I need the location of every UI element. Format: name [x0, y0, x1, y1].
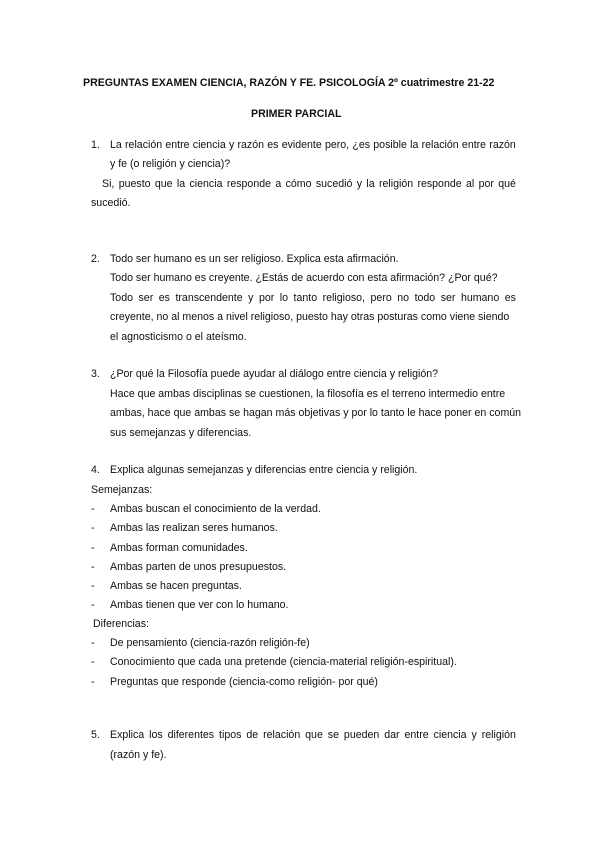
- answer-1-line-1-word-8: cómo: [285, 178, 312, 190]
- answer-2-line-1-word-5: y: [248, 292, 254, 304]
- question-5-line-1-word-5: de: [246, 729, 259, 741]
- answer-1-line-1-word-10: y: [356, 178, 363, 190]
- answer-2-line-1-word-14: humano: [460, 292, 500, 304]
- similarity-6-dash: -: [91, 599, 95, 611]
- question-1-line-1-word-14: entre: [461, 139, 487, 151]
- answer-2-line-1-word-2: ser: [138, 292, 154, 304]
- answer-3-line-2: ambas, hace que ambas se hagan más objetivas y por lo tanto le hace poner en común: [110, 407, 522, 419]
- answer-1-line-1: [102, 178, 516, 191]
- question-1-line-1-word-11: posible: [373, 139, 407, 151]
- answer-2-line-1-word-12: todo: [414, 292, 436, 304]
- question-1-line-1-word-9: pero,: [324, 139, 350, 151]
- difference-2-dash: -: [91, 656, 95, 668]
- question-1-line-1-word-3: entre: [165, 139, 190, 151]
- question-1-line-1-word-1: La: [110, 139, 122, 151]
- answer-1-line-1-word-5: ciencia: [189, 178, 223, 190]
- question-5-line-1-word-3: diferentes: [167, 729, 215, 741]
- answer-1-line-1-word-9: sucedió: [315, 178, 353, 190]
- answer-1-line-1-word-12: religión: [378, 178, 414, 190]
- similarity-1: Ambas buscan el conocimiento de la verdad.: [110, 503, 321, 515]
- question-1-number: 1.: [91, 139, 100, 151]
- answer-1-line-1-word-15: por: [478, 178, 494, 190]
- question-5-line-1-word-2: los: [149, 729, 163, 741]
- question-5-line-1-word-4: tipos: [219, 729, 242, 741]
- similarity-4: Ambas parten de unos presupuestos.: [110, 561, 287, 573]
- question-5-line-1-word-10: dar: [384, 729, 400, 741]
- question-1-line-1-word-8: evidente: [281, 139, 322, 151]
- answer-2-line-1-word-8: tanto: [293, 292, 318, 304]
- similarity-4-dash: -: [91, 561, 95, 573]
- answer-1-line-1-word-2: puesto: [118, 178, 151, 190]
- answer-1-line-1-word-4: la: [176, 178, 186, 190]
- answer-1-line-1-word-6: responde: [226, 178, 272, 190]
- similarity-3-dash: -: [91, 542, 95, 554]
- question-1-line-1-word-5: y: [228, 139, 235, 151]
- question-5-line-1: [110, 729, 516, 742]
- question-5-line-1-word-9: pueden: [343, 729, 380, 741]
- answer-2-line-1-word-13: ser: [440, 292, 456, 304]
- question-2-number: 2.: [91, 253, 100, 265]
- answer-2-line-1-word-15: es: [504, 292, 516, 304]
- difference-1-dash: -: [91, 637, 95, 649]
- answer-3-line-1: Hace que ambas disciplinas se cuestionen, la filosofía es el terreno intermedio entre: [110, 388, 506, 400]
- question-2-line-2: Todo ser humano es creyente. ¿Estás de acuerdo con esta afirmación? ¿Por qué?: [110, 272, 498, 284]
- answer-2-line-3: el agnosticismo o el ateísmo.: [110, 331, 247, 343]
- question-5-line-1-word-14: religión: [481, 729, 516, 741]
- question-3-number: 3.: [91, 368, 100, 380]
- similarity-5-dash: -: [91, 580, 95, 592]
- answer-2-line-1-word-6: por: [258, 292, 275, 304]
- answer-1-line-2: sucedió.: [91, 197, 131, 209]
- question-1-line-1-word-15: razón: [489, 139, 516, 151]
- answer-1-line-1-word-3: que: [154, 178, 173, 190]
- answer-1-line-1-word-11: la: [366, 178, 375, 190]
- document-title: PREGUNTAS EXAMEN CIENCIA, RAZÓN Y FE. PSICOLOGÍA 2º cuatrimestre 21-22: [83, 77, 495, 89]
- difference-3-dash: -: [91, 676, 95, 688]
- difference-2: Conocimiento que cada una pretende (ciencia-material religión-espiritual).: [110, 656, 457, 668]
- similarity-2: Ambas las realizan seres humanos.: [110, 522, 278, 534]
- answer-1-line-1-word-1: Si,: [102, 178, 115, 190]
- answer-1-line-1-word-7: a: [275, 178, 282, 190]
- similarity-6: Ambas tienen que ver con lo humano.: [110, 599, 289, 611]
- question-1-line-1-word-4: ciencia: [192, 139, 226, 151]
- question-3-line-1: ¿Por qué la Filosofía puede ayudar al diálogo entre ciencia y religión?: [110, 368, 439, 380]
- question-5-line-1-word-11: entre: [404, 729, 429, 741]
- question-5-line-1-word-6: relación: [263, 729, 301, 741]
- answer-2-line-1-word-11: no: [397, 292, 410, 304]
- question-1-line-1-word-12: la: [410, 139, 419, 151]
- answer-1-line-1-word-16: qué: [498, 178, 516, 190]
- document-subtitle: PRIMER PARCIAL: [251, 108, 342, 120]
- question-5-line-2: (razón y fe).: [110, 749, 167, 761]
- question-5-line-1-word-1: Explica: [110, 729, 145, 741]
- answer-2-line-1-word-1: Todo: [110, 292, 133, 304]
- question-2-line-1: Todo ser humano es un ser religioso. Explica esta afirmación.: [110, 253, 399, 265]
- answer-1-line-1-word-13: responde: [417, 178, 462, 190]
- answer-1-line-1-word-14: al: [465, 178, 475, 190]
- similarity-5: Ambas se hacen preguntas.: [110, 580, 242, 592]
- question-1-line-2: y fe (o religión y ciencia)?: [110, 158, 231, 170]
- similarity-2-dash: -: [91, 522, 95, 534]
- question-5-line-1-word-8: se: [327, 729, 339, 741]
- question-5-number: 5.: [91, 729, 100, 741]
- difference-3: Preguntas que responde (ciencia-como religión- por qué): [110, 676, 378, 688]
- answer-2-line-1: [110, 292, 516, 305]
- similarities-label: Semejanzas:: [91, 484, 153, 496]
- question-5-line-1-word-13: y: [471, 729, 477, 741]
- question-1-line-1-word-13: relación: [421, 139, 459, 151]
- answer-2-line-1-word-7: lo: [279, 292, 289, 304]
- answer-2-line-1-word-4: transcendente: [175, 292, 243, 304]
- answer-2-line-2: creyente, no al menos a nivel religioso, puesto hay otras posturas como viene siendo: [110, 311, 510, 323]
- question-1-line-1-word-6: razón: [237, 139, 265, 151]
- similarity-3: Ambas forman comunidades.: [110, 542, 248, 554]
- answer-2-line-1-word-3: es: [158, 292, 170, 304]
- answer-2-line-1-word-10: pero: [370, 292, 392, 304]
- question-5-line-1-word-7: que: [305, 729, 323, 741]
- difference-1: De pensamiento (ciencia-razón religión-fe): [110, 637, 310, 649]
- question-5-line-1-word-12: ciencia: [433, 729, 467, 741]
- question-1-line-1: [110, 139, 516, 152]
- differences-label: Diferencias:: [93, 618, 149, 630]
- question-4-line-1: Explica algunas semejanzas y diferencias entre ciencia y religión.: [110, 464, 418, 476]
- similarity-1-dash: -: [91, 503, 95, 515]
- answer-2-line-1-word-9: religioso,: [322, 292, 366, 304]
- question-4-number: 4.: [91, 464, 100, 476]
- question-1-line-1-word-2: relación: [125, 139, 163, 151]
- question-1-line-1-word-7: es: [267, 139, 279, 151]
- answer-3-line-3: sus semejanzas y diferencias.: [110, 427, 252, 439]
- question-1-line-1-word-10: ¿es: [352, 139, 371, 151]
